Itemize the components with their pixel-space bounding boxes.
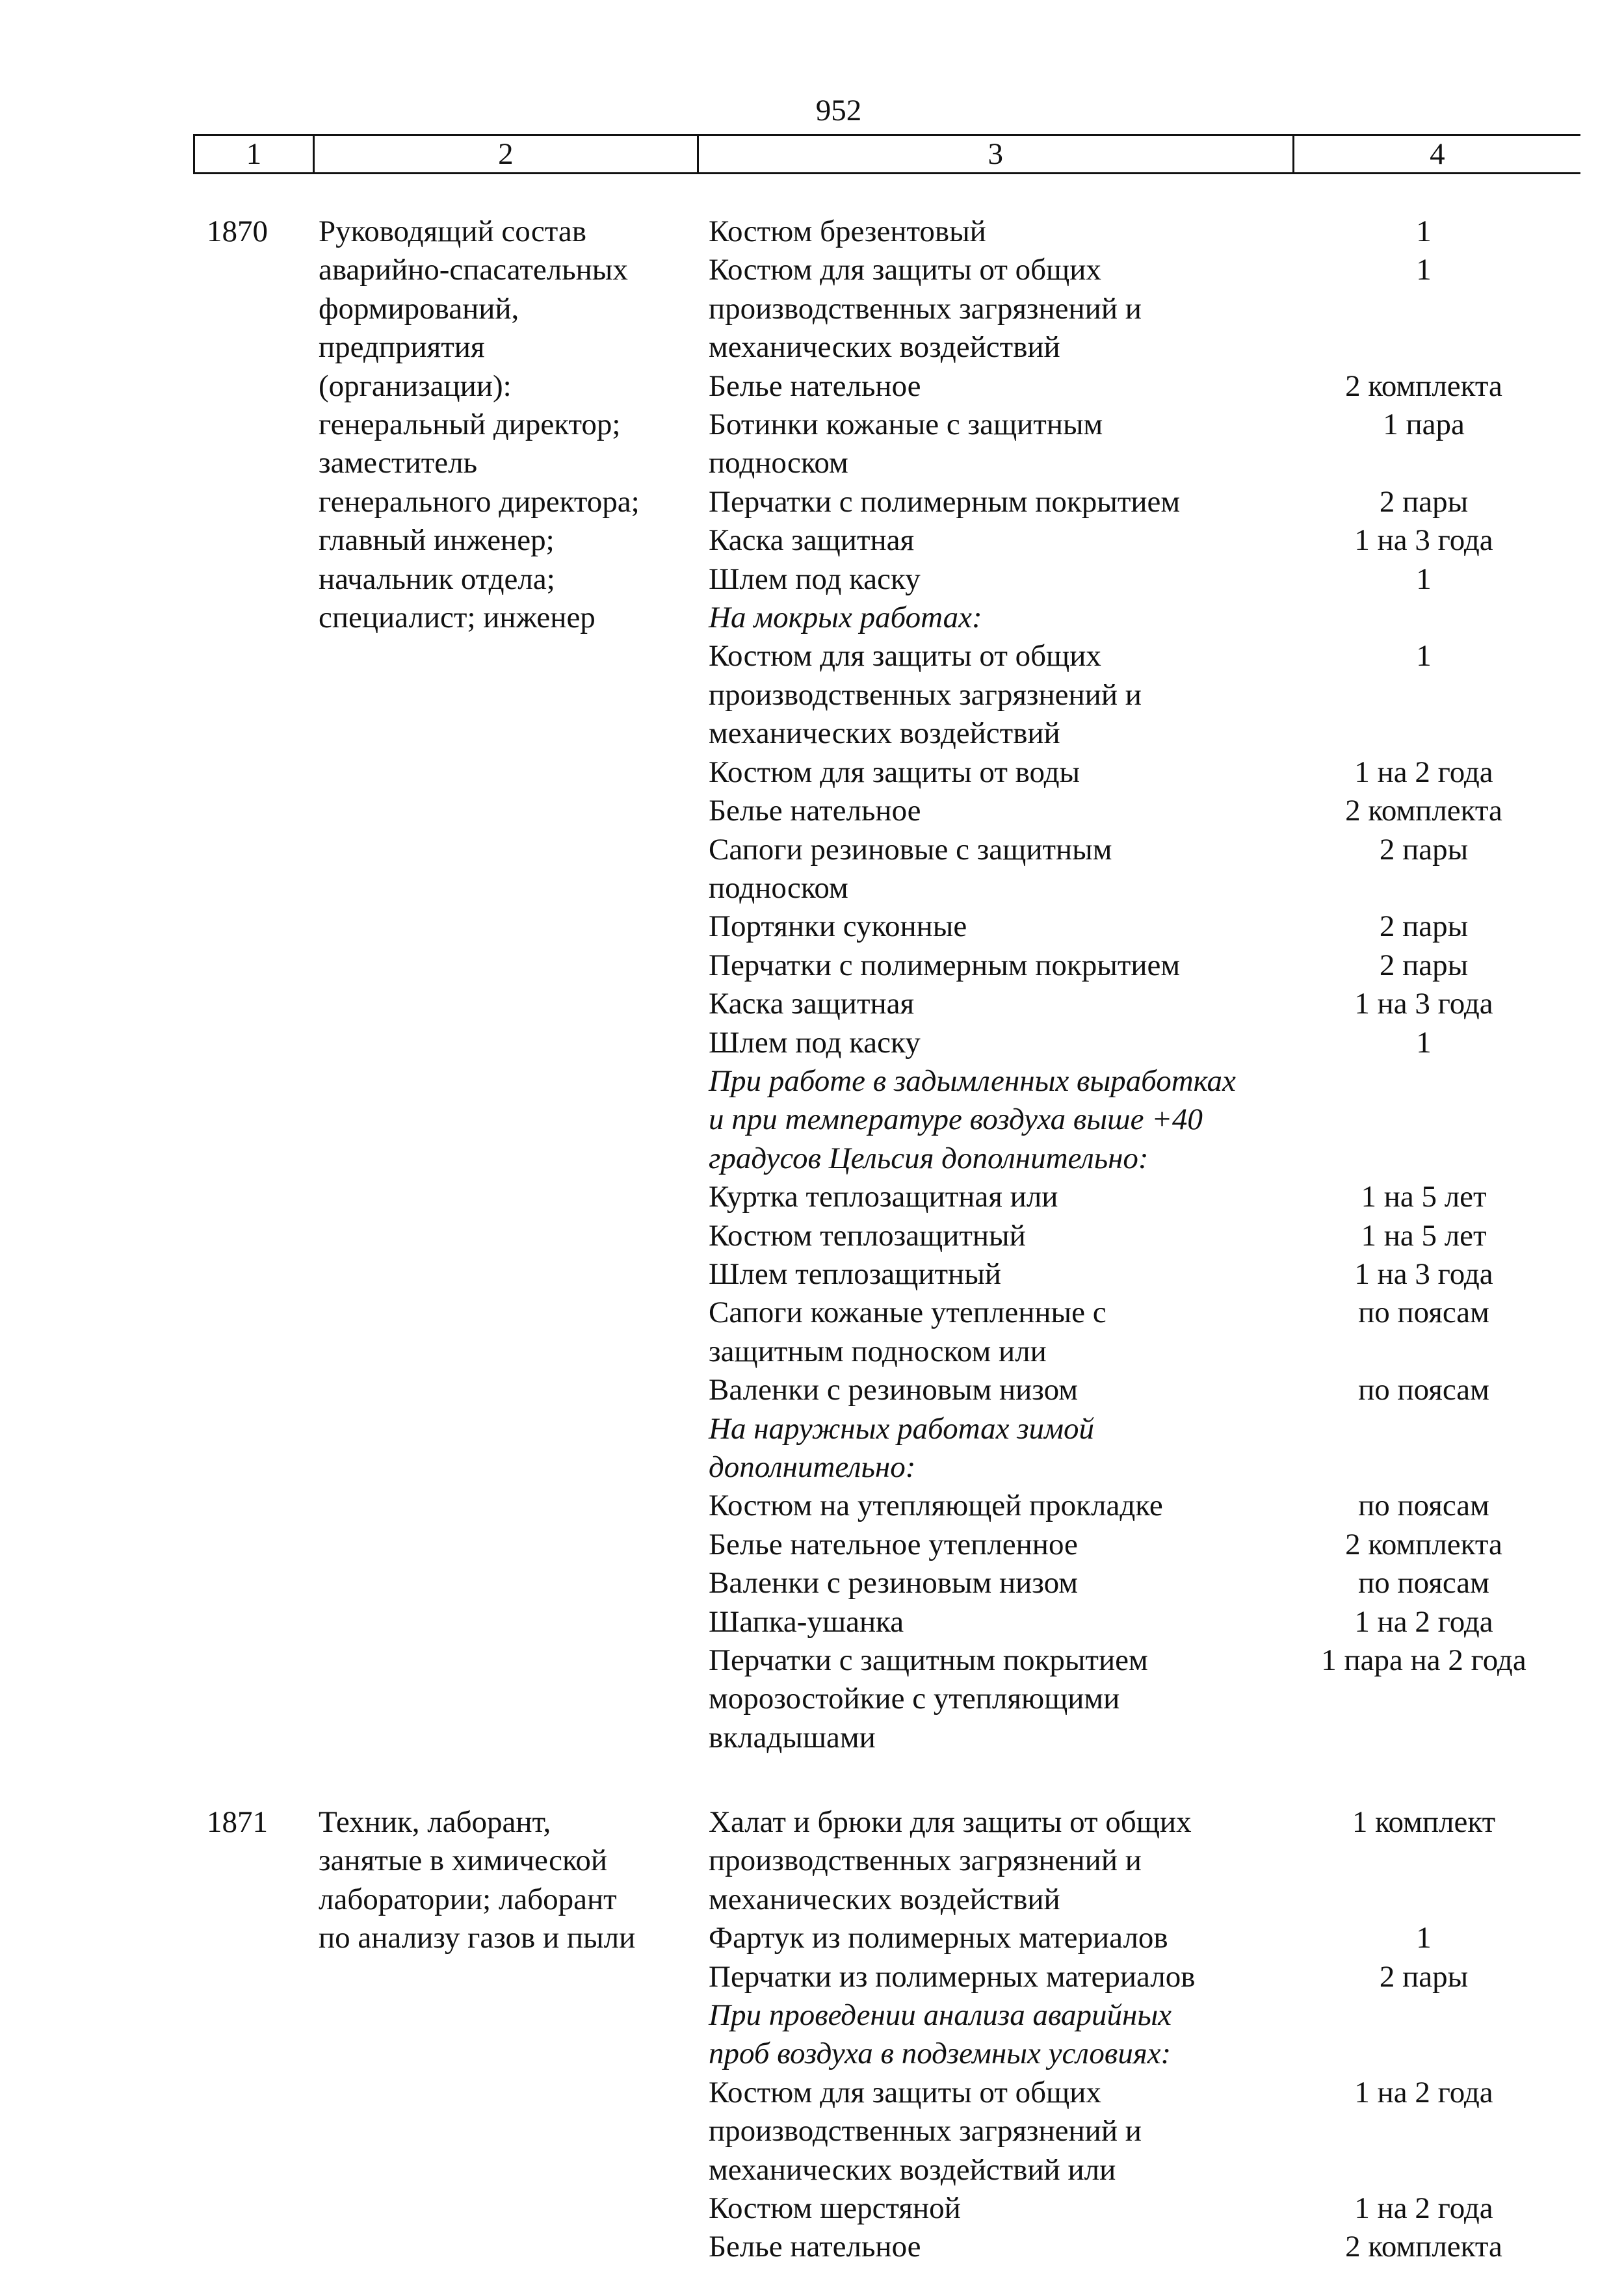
ppe-item-name-line: и при температуре воздуха выше +40 [709, 1102, 1203, 1137]
job-title-line: (организации): [319, 369, 512, 403]
ppe-item-row [709, 985, 1619, 1023]
table-header [193, 134, 1580, 174]
job-title-line: занятые в химической [319, 1844, 608, 1878]
ppe-item-name [709, 637, 1300, 753]
ppe-item-name [709, 1526, 1300, 1564]
ppe-item-quantity [1300, 1996, 1547, 2074]
ppe-item-name-line: производственных загрязнений и [709, 2114, 1142, 2148]
ppe-item-row [709, 1294, 1619, 1371]
ppe-item-quantity [1300, 1410, 1547, 1487]
ppe-item-quantity: 1 [1416, 253, 1432, 287]
ppe-item-row [709, 1641, 1619, 1757]
ppe-item-name-line: Перчатки с защитным покрытием [709, 1643, 1148, 1678]
ppe-item-row [709, 213, 1619, 251]
ppe-item-name [709, 1919, 1300, 1957]
ppe-item-name-line: Сапоги кожаные утепленные с [709, 1296, 1107, 1330]
ppe-item-list [709, 213, 1619, 1757]
ppe-item-name-line: механических воздействий [709, 330, 1060, 365]
ppe-item-name-line: подноском [709, 446, 848, 480]
job-title-line: по анализу газов и пыли [319, 1921, 636, 1955]
ppe-item-name [709, 599, 1300, 637]
ppe-item-name-line: дополнительно: [709, 1450, 916, 1484]
ppe-item-name [709, 1371, 1300, 1409]
job-title-line: начальник отдела; [319, 562, 555, 596]
ppe-item-name-line: Костюм брезентовый [709, 215, 986, 248]
ppe-item-row [709, 1178, 1619, 1216]
ppe-item-name-line: механических воздействий [709, 716, 1060, 751]
ppe-item-name-line: производственных загрязнений и [709, 1844, 1142, 1878]
ppe-item-name-line: Каска защитная [709, 523, 915, 558]
ppe-item-name-line: Белье нательное [709, 794, 921, 828]
ppe-item-quantity: 1 [1416, 1025, 1432, 1060]
ppe-item-row [709, 831, 1619, 908]
ppe-item-quantity: по поясам [1358, 1373, 1489, 1407]
ppe-item-name-line: Шлем под каску [709, 1025, 921, 1060]
ppe-item-name [709, 792, 1300, 830]
ppe-item-name [709, 1217, 1300, 1255]
ppe-item-name [709, 1996, 1300, 2074]
ppe-item-row [709, 2189, 1619, 2228]
ppe-item-name [709, 483, 1300, 521]
ppe-item-quantity: 1 на 2 года [1354, 1604, 1493, 1639]
ppe-item-quantity: 1 [1416, 215, 1432, 248]
ppe-item-quantity: 2 комплекта [1345, 369, 1502, 403]
ppe-item-row [709, 406, 1619, 483]
job-title-line: Руководящий состав [319, 215, 586, 248]
header-col-1: 1 [195, 136, 315, 172]
ppe-item-name-line: Костюм для защиты от общих [709, 253, 1101, 287]
ppe-item-name-line: морозостойкие с утепляющими [709, 1682, 1120, 1716]
ppe-item-row [709, 367, 1619, 406]
ppe-item-name-line: градусов Цельсия дополнительно: [709, 1141, 1149, 1175]
ppe-item-row [709, 1564, 1619, 1602]
ppe-item-row [709, 1024, 1619, 1062]
record-number: 1870 [207, 215, 268, 248]
ppe-item-quantity: 2 пары [1379, 484, 1469, 519]
ppe-item-quantity: 2 комплекта [1345, 1527, 1502, 1561]
ppe-item-name-line: Белье нательное [709, 369, 921, 403]
ppe-item-row [709, 521, 1619, 560]
job-title-line: специалист; инженер [319, 601, 596, 635]
ppe-item-name [709, 521, 1300, 560]
ppe-item-name [709, 560, 1300, 599]
ppe-item-name-line: Шлем теплозащитный [709, 1257, 1001, 1291]
ppe-item-quantity: 2 пары [1379, 909, 1469, 944]
ppe-item-row [709, 1603, 1619, 1641]
job-title-line: лаборатории; лаборант [319, 1882, 617, 1916]
ppe-item-row [709, 1803, 1619, 1919]
ppe-item-name-line: Ботинки кожаные с защитным [709, 408, 1103, 442]
job-title-line: формирований, [319, 291, 519, 326]
ppe-item-name-line: Костюм для защиты от общих [709, 639, 1101, 673]
job-title-line: аварийно-спасательных [319, 253, 628, 287]
condition-subheading [709, 1996, 1619, 2074]
header-col-2: 2 [315, 136, 699, 172]
ppe-item-row [709, 637, 1619, 753]
ppe-item-name-line: На наружных работах зимой [709, 1411, 1095, 1446]
job-title-line: Техник, лаборант, [319, 1805, 551, 1839]
ppe-item-name [709, 1958, 1300, 1996]
ppe-item-row [709, 2074, 1619, 2189]
ppe-item-name [709, 1410, 1300, 1487]
ppe-item-quantity: 1 [1416, 562, 1432, 596]
ppe-item-name [709, 213, 1300, 251]
ppe-item-row [709, 1371, 1619, 1409]
job-title-line: генерального директора; [319, 484, 640, 519]
ppe-item-name-line: Шапка-ушанка [709, 1604, 904, 1639]
ppe-item-quantity: 1 на 3 года [1354, 523, 1493, 558]
job-title [319, 213, 689, 637]
ppe-item-name-line: При проведении анализа аварийных [709, 1998, 1172, 2033]
ppe-item-name-line: производственных загрязнений и [709, 291, 1142, 326]
job-title-line: генеральный директор; [319, 408, 621, 442]
ppe-item-name-line: Перчатки с полимерным покрытием [709, 484, 1181, 519]
ppe-item-name-line: Шлем под каску [709, 562, 921, 596]
ppe-item-name-line: На мокрых работах: [709, 601, 982, 635]
ppe-item-name-line: механических воздействий [709, 1882, 1060, 1916]
ppe-item-name-line: Портянки суконные [709, 909, 967, 944]
ppe-item-row [709, 483, 1619, 521]
job-title [319, 1803, 689, 1958]
ppe-item-name-line: подноском [709, 870, 848, 905]
ppe-item-row [709, 1217, 1619, 1255]
ppe-item-name [709, 831, 1300, 908]
ppe-item-row [709, 1919, 1619, 1957]
ppe-item-quantity: 1 комплект [1352, 1805, 1496, 1839]
ppe-item-row [709, 1255, 1619, 1294]
ppe-item-name-line: Костюм шерстяной [709, 2191, 961, 2226]
ppe-item-quantity: 1 на 5 лет [1361, 1180, 1487, 1214]
ppe-item-name [709, 1178, 1300, 1216]
ppe-item-quantity: 1 пара на 2 года [1321, 1643, 1526, 1678]
ppe-item-name [709, 1487, 1300, 1525]
ppe-item-name [709, 1024, 1300, 1062]
job-title-line: предприятия [319, 330, 485, 365]
ppe-item-row [709, 560, 1619, 599]
ppe-item-name [709, 985, 1300, 1023]
condition-subheading [709, 1062, 1619, 1178]
ppe-item-quantity: по поясам [1358, 1296, 1489, 1330]
ppe-item-name-line: производственных загрязнений и [709, 677, 1142, 712]
ppe-item-row [709, 946, 1619, 985]
ppe-item-name [709, 1641, 1300, 1757]
ppe-item-name-line: Фартук из полимерных материалов [709, 1921, 1168, 1955]
ppe-item-name [709, 2074, 1300, 2189]
ppe-item-row [709, 251, 1619, 367]
ppe-item-name-line: Костюм для защиты от общих [709, 2075, 1101, 2109]
ppe-item-name [709, 367, 1300, 406]
ppe-item-row [709, 2228, 1619, 2266]
ppe-item-name-line: Костюм на утепляющей прокладке [709, 1489, 1163, 1523]
header-col-4: 4 [1430, 137, 1445, 171]
ppe-item-quantity: 1 пара [1383, 408, 1465, 442]
ppe-item-name-line: Костюм теплозащитный [709, 1218, 1026, 1253]
ppe-item-row [709, 792, 1619, 830]
ppe-item-name-line: При работе в задымленных выработках [709, 1063, 1236, 1098]
ppe-item-list [709, 1803, 1619, 2267]
ppe-item-name-line: Костюм для защиты от воды [709, 755, 1080, 789]
ppe-item-name-line: Белье нательное [709, 2230, 921, 2264]
ppe-item-name-line: Валенки с резиновым низом [709, 1566, 1078, 1600]
ppe-item-row [709, 1487, 1619, 1525]
ppe-item-quantity: 1 на 5 лет [1361, 1218, 1487, 1253]
ppe-item-quantity: 2 пары [1379, 948, 1469, 982]
ppe-item-quantity: 2 пары [1379, 1959, 1469, 1994]
ppe-item-row [709, 1526, 1619, 1564]
ppe-item-row [709, 753, 1619, 792]
ppe-item-quantity: 2 пары [1379, 832, 1469, 867]
ppe-item-quantity: 1 на 2 года [1354, 2191, 1493, 2226]
ppe-item-name [709, 1603, 1300, 1641]
page-number: 952 [815, 94, 862, 127]
ppe-item-quantity: 1 на 2 года [1354, 2075, 1493, 2109]
ppe-item-quantity: 1 [1416, 1921, 1432, 1955]
condition-subheading [709, 599, 1619, 637]
job-title-line: главный инженер; [319, 523, 555, 558]
ppe-item-name-line: Куртка теплозащитная или [709, 1180, 1058, 1214]
ppe-item-name [709, 946, 1300, 985]
job-title-line: заместитель [319, 446, 478, 480]
ppe-item-name [709, 2228, 1300, 2266]
ppe-item-name-line: Сапоги резиновые с защитным [709, 832, 1112, 867]
ppe-item-name [709, 406, 1300, 483]
header-col-3: 3 [699, 136, 1294, 172]
ppe-item-name [709, 1803, 1300, 1919]
ppe-item-name [709, 753, 1300, 792]
ppe-item-quantity: по поясам [1358, 1566, 1489, 1600]
condition-subheading [709, 1410, 1619, 1487]
ppe-item-quantity [1300, 1062, 1547, 1178]
ppe-item-quantity: 1 на 3 года [1354, 987, 1493, 1021]
ppe-item-name-line: защитным подноском или [709, 1334, 1047, 1368]
ppe-item-quantity: 1 на 2 года [1354, 755, 1493, 789]
ppe-item-quantity: по поясам [1358, 1489, 1489, 1523]
ppe-item-quantity: 1 на 3 года [1354, 1257, 1493, 1291]
ppe-item-name [709, 1564, 1300, 1602]
ppe-item-name-line: проб воздуха в подземных условиях: [709, 2037, 1172, 2071]
ppe-item-name [709, 1255, 1300, 1294]
ppe-item-name-line: вкладышами [709, 1720, 876, 1755]
ppe-item-quantity [1300, 599, 1547, 637]
ppe-item-name [709, 251, 1300, 367]
ppe-item-name [709, 1294, 1300, 1371]
ppe-item-name-line: механических воздействий или [709, 2152, 1116, 2187]
ppe-item-name-line: Халат и брюки для защиты от общих [709, 1805, 1192, 1839]
ppe-item-quantity: 2 комплекта [1345, 794, 1502, 828]
ppe-item-row [709, 907, 1619, 946]
ppe-item-name-line: Каска защитная [709, 987, 915, 1021]
ppe-item-name-line: Перчатки из полимерных материалов [709, 1959, 1196, 1994]
ppe-item-name [709, 907, 1300, 946]
ppe-item-quantity: 2 комплекта [1345, 2230, 1502, 2264]
record-number: 1871 [207, 1805, 268, 1839]
ppe-item-name-line: Перчатки с полимерным покрытием [709, 948, 1181, 982]
ppe-item-row [709, 1958, 1619, 1996]
ppe-item-name-line: Валенки с резиновым низом [709, 1373, 1078, 1407]
ppe-item-name [709, 1062, 1300, 1178]
ppe-item-quantity: 1 [1416, 639, 1432, 673]
ppe-item-name-line: Белье нательное утепленное [709, 1527, 1078, 1561]
ppe-item-name [709, 2189, 1300, 2228]
